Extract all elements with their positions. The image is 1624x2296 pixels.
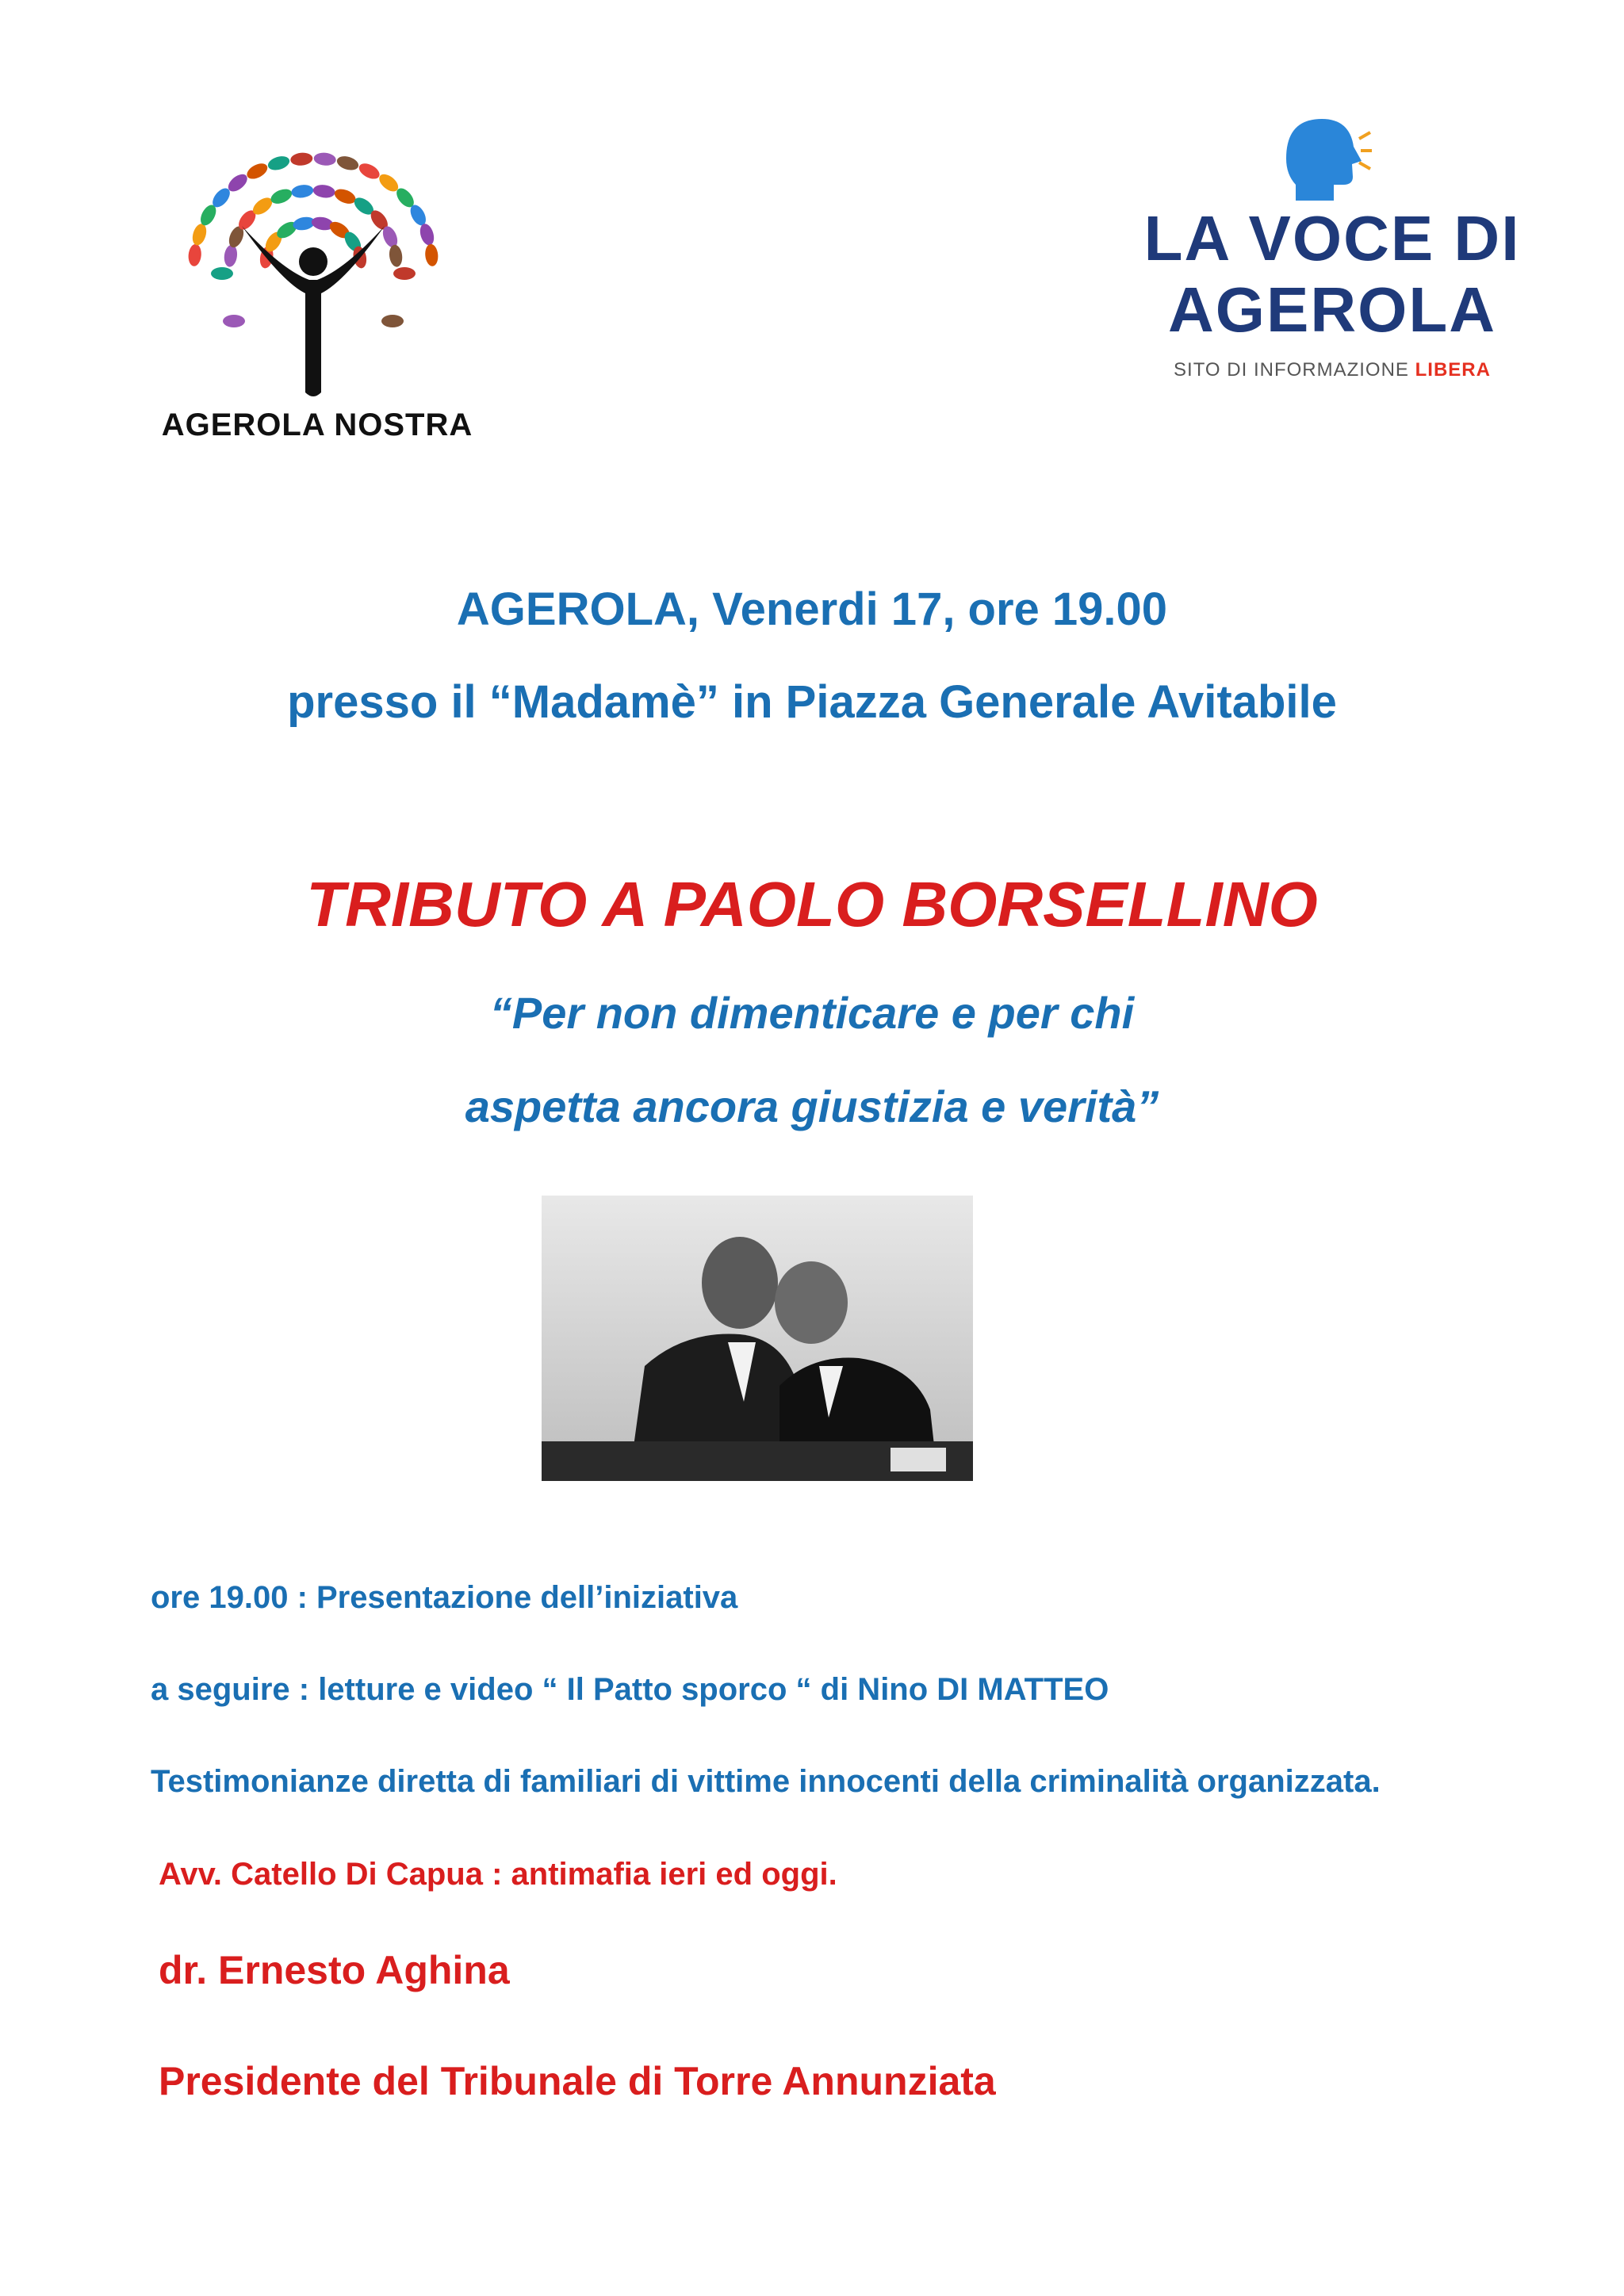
leaf-shape	[269, 186, 294, 206]
leaf-shape	[424, 243, 439, 266]
leaf-shape	[388, 244, 404, 268]
leaf-shape	[187, 243, 202, 266]
leaf-shape	[381, 315, 404, 327]
program-line-1: ore 19.00 : Presentazione dell’iniziativa	[151, 1580, 738, 1615]
left-logo-name: AGEROLA NOSTRA	[161, 408, 473, 442]
leaf-shape	[211, 267, 233, 280]
leaf-shape	[312, 184, 336, 200]
quote-line-2: aspetta ancora giustizia e verità”	[465, 1081, 1159, 1131]
leaf-shape	[190, 222, 209, 247]
leaf-shape	[393, 267, 416, 280]
leaf-shape	[266, 154, 291, 172]
speaking-head-icon	[1270, 115, 1373, 202]
speaker-title: Presidente del Tribunale di Torre Annunziata	[159, 2059, 996, 2103]
event-title: TRIBUTO A PAOLO BORSELLINO	[306, 869, 1318, 939]
right-logo-line2: AGEROLA	[1168, 274, 1496, 345]
program-line-4: Avv. Catello Di Capua : antimafia ieri ed oggi.	[159, 1857, 837, 1892]
right-logo-line1: LA VOCE DI	[1143, 203, 1521, 274]
leaf-shape	[332, 186, 358, 206]
event-place: presso il “Madamè” in Piazza Generale Avitabile	[287, 676, 1337, 728]
leaf-shape	[244, 160, 270, 182]
quote-line-1: “Per non dimenticare e per chi	[489, 988, 1135, 1038]
leaf-shape	[290, 184, 314, 200]
leaf-shape	[290, 151, 313, 166]
leaf-shape	[223, 315, 245, 327]
right-logo-sub-prefix: SITO DI INFORMAZIONE	[1174, 359, 1409, 381]
leaf-shape	[223, 244, 239, 268]
right-logo-sub-emphasis: LIBERA	[1415, 359, 1491, 381]
leaf-shape	[335, 154, 360, 172]
program-line-3: Testimonianze diretta di familiari di vittime innocenti della criminalità organizzata.	[151, 1764, 1381, 1799]
leaf-shape	[313, 151, 336, 166]
program-line-2: a seguire : letture e video “ Il Patto sporco “ di Nino DI MATTEO	[151, 1672, 1109, 1707]
leaf-shape	[357, 160, 382, 182]
event-photo	[542, 1196, 973, 1481]
right-logo-subtitle	[1110, 359, 1554, 381]
leaf-shape	[418, 222, 436, 247]
event-date: AGEROLA, Venerdi 17, ore 19.00	[456, 584, 1168, 635]
speaker-name: dr. Ernesto Aghina	[159, 1948, 510, 1992]
